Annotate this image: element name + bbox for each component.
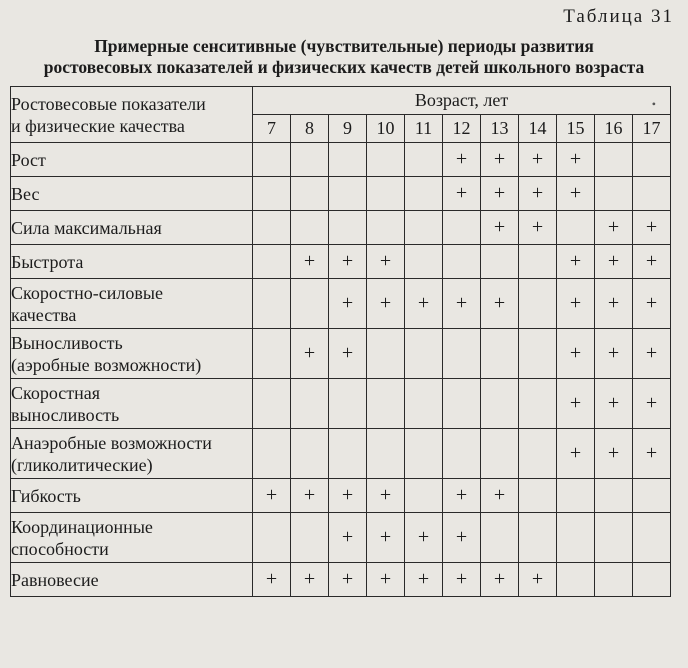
empty-cell (443, 379, 481, 429)
empty-cell (405, 329, 443, 379)
plus-mark-cell: + (595, 211, 633, 245)
row-label-line: Равновесие (11, 569, 99, 590)
plus-mark-cell: + (557, 379, 595, 429)
table-row (11, 211, 671, 245)
empty-cell (557, 211, 595, 245)
plus-mark-cell: + (633, 329, 671, 379)
row-label (11, 379, 253, 429)
plus-mark-cell: + (481, 143, 519, 177)
row-label (11, 245, 253, 279)
empty-cell (291, 429, 329, 479)
row-label (11, 329, 253, 379)
empty-cell (253, 513, 291, 563)
empty-cell (481, 329, 519, 379)
plus-mark-cell: + (405, 563, 443, 597)
table-row (11, 379, 671, 429)
row-label-line: Координационные (11, 516, 153, 537)
caption-line-1: Примерные сенситивные (чувствительные) периоды развития (94, 36, 594, 56)
age-title: Возраст, лет (253, 87, 671, 115)
empty-cell (633, 177, 671, 211)
plus-mark-cell: + (405, 513, 443, 563)
plus-mark-cell: + (367, 245, 405, 279)
empty-cell (443, 245, 481, 279)
plus-mark-cell: + (633, 211, 671, 245)
empty-cell (595, 143, 633, 177)
table-row (11, 563, 671, 597)
empty-cell (291, 177, 329, 211)
plus-mark-cell: + (557, 143, 595, 177)
empty-cell (253, 143, 291, 177)
plus-mark-cell: + (329, 245, 367, 279)
plus-mark-cell: + (557, 245, 595, 279)
plus-mark-cell: + (481, 563, 519, 597)
empty-cell (291, 211, 329, 245)
row-label (11, 177, 253, 211)
plus-mark-cell: + (595, 329, 633, 379)
empty-cell (519, 513, 557, 563)
empty-cell (291, 143, 329, 177)
empty-cell (633, 479, 671, 513)
plus-mark-cell: + (367, 279, 405, 329)
plus-mark-cell: + (557, 279, 595, 329)
empty-cell (405, 177, 443, 211)
empty-cell (405, 479, 443, 513)
age-header-10: 10 (367, 115, 405, 143)
empty-cell (367, 429, 405, 479)
age-header-14: 14 (519, 115, 557, 143)
empty-cell (405, 245, 443, 279)
plus-mark-cell: + (633, 429, 671, 479)
header-row (11, 87, 671, 115)
row-label (11, 563, 253, 597)
empty-cell (633, 143, 671, 177)
empty-cell (329, 379, 367, 429)
plus-mark-cell: + (595, 379, 633, 429)
plus-mark-cell: + (481, 177, 519, 211)
row-label-line: Выносливость (11, 332, 123, 353)
table-row (11, 429, 671, 479)
plus-mark-cell: + (519, 177, 557, 211)
row-label-line: Скоростно-силовые (11, 282, 163, 303)
row-label-line: (аэробные возможности) (11, 354, 202, 375)
empty-cell (367, 211, 405, 245)
empty-cell (253, 279, 291, 329)
plus-mark-cell: + (557, 177, 595, 211)
plus-mark-cell: + (519, 211, 557, 245)
plus-mark-cell: + (405, 279, 443, 329)
empty-cell (367, 329, 405, 379)
row-label-header (11, 87, 253, 143)
age-header-13: 13 (481, 115, 519, 143)
row-label (11, 279, 253, 329)
empty-cell (519, 379, 557, 429)
empty-cell (595, 177, 633, 211)
plus-mark-cell: + (291, 479, 329, 513)
empty-cell (595, 479, 633, 513)
empty-cell (329, 143, 367, 177)
row-label (11, 513, 253, 563)
plus-mark-cell: + (253, 479, 291, 513)
empty-cell (367, 177, 405, 211)
empty-cell (557, 563, 595, 597)
plus-mark-cell: + (443, 479, 481, 513)
row-label-line: Быстрота (11, 251, 84, 272)
plus-mark-cell: + (595, 279, 633, 329)
plus-mark-cell: + (367, 563, 405, 597)
table-row (11, 143, 671, 177)
plus-mark-cell: + (329, 563, 367, 597)
empty-cell (519, 245, 557, 279)
empty-cell (291, 279, 329, 329)
table-caption (0, 36, 688, 78)
age-header-16: 16 (595, 115, 633, 143)
empty-cell (405, 143, 443, 177)
row-label-line: Скоростная (11, 382, 101, 403)
empty-cell (405, 429, 443, 479)
plus-mark-cell: + (633, 379, 671, 429)
plus-mark-cell: + (481, 279, 519, 329)
table-row (11, 479, 671, 513)
empty-cell (253, 245, 291, 279)
empty-cell (633, 513, 671, 563)
row-label (11, 479, 253, 513)
age-header-8: 8 (291, 115, 329, 143)
empty-cell (633, 563, 671, 597)
plus-mark-cell: + (443, 513, 481, 563)
empty-cell (519, 429, 557, 479)
empty-cell (557, 513, 595, 563)
plus-mark-cell: + (519, 143, 557, 177)
plus-mark-cell: + (633, 245, 671, 279)
plus-mark-cell: + (443, 279, 481, 329)
table-body (11, 87, 671, 597)
row-label-header-line-1: Ростовесовые показатели (11, 93, 206, 114)
age-header-11: 11 (405, 115, 443, 143)
empty-cell (557, 479, 595, 513)
empty-cell (595, 513, 633, 563)
plus-mark-cell: + (443, 177, 481, 211)
empty-cell (595, 563, 633, 597)
empty-cell (253, 177, 291, 211)
plus-mark-cell: + (557, 429, 595, 479)
plus-mark-cell: + (367, 513, 405, 563)
plus-mark-cell: + (367, 479, 405, 513)
plus-mark-cell: + (291, 563, 329, 597)
empty-cell (443, 211, 481, 245)
row-label (11, 143, 253, 177)
plus-mark-cell: + (291, 329, 329, 379)
table-row (11, 245, 671, 279)
age-header-15: 15 (557, 115, 595, 143)
plus-mark-cell: + (329, 513, 367, 563)
sensitive-periods-table (10, 86, 671, 597)
age-header-17: 17 (633, 115, 671, 143)
row-label-line: выносливость (11, 404, 120, 425)
row-label-line: способности (11, 538, 109, 559)
empty-cell (329, 211, 367, 245)
plus-mark-cell: + (481, 211, 519, 245)
table-number: Таблица 31 (563, 6, 674, 27)
empty-cell (481, 379, 519, 429)
empty-cell (481, 429, 519, 479)
empty-cell (329, 429, 367, 479)
empty-cell (405, 211, 443, 245)
row-label-header-line-2: и физические качества (11, 115, 185, 136)
plus-mark-cell: + (253, 563, 291, 597)
plus-mark-cell: + (329, 479, 367, 513)
plus-mark-cell: + (329, 279, 367, 329)
plus-mark-cell: + (443, 143, 481, 177)
plus-mark-cell: + (519, 563, 557, 597)
empty-cell (329, 177, 367, 211)
row-label-line: качества (11, 304, 77, 325)
row-label-line: Вес (11, 183, 40, 204)
row-label (11, 429, 253, 479)
empty-cell (291, 379, 329, 429)
row-label-line: (гликолитические) (11, 454, 153, 475)
table-row (11, 279, 671, 329)
row-label-line: Рост (11, 149, 46, 170)
plus-mark-cell: + (291, 245, 329, 279)
plus-mark-cell: + (595, 245, 633, 279)
plus-mark-cell: + (557, 329, 595, 379)
plus-mark-cell: + (329, 329, 367, 379)
empty-cell (481, 513, 519, 563)
caption-line-2: ростовесовых показателей и физических качеств детей школьного возраста (43, 57, 645, 77)
plus-mark-cell: + (481, 479, 519, 513)
row-label-line: Сила максимальная (11, 217, 162, 238)
empty-cell (405, 379, 443, 429)
plus-mark-cell: + (633, 279, 671, 329)
plus-mark-cell: + (595, 429, 633, 479)
empty-cell (443, 429, 481, 479)
empty-cell (519, 279, 557, 329)
empty-cell (443, 329, 481, 379)
age-header-7: 7 (253, 115, 291, 143)
empty-cell (253, 329, 291, 379)
empty-cell (253, 211, 291, 245)
age-header-12: 12 (443, 115, 481, 143)
empty-cell (253, 379, 291, 429)
empty-cell (253, 429, 291, 479)
row-label-line: Гибкость (11, 485, 81, 506)
age-header-9: 9 (329, 115, 367, 143)
empty-cell (367, 379, 405, 429)
table-row (11, 513, 671, 563)
table-row (11, 177, 671, 211)
empty-cell (519, 329, 557, 379)
print-artifact-mark: • (651, 97, 656, 111)
empty-cell (367, 143, 405, 177)
empty-cell (519, 479, 557, 513)
empty-cell (291, 513, 329, 563)
row-label (11, 211, 253, 245)
row-label-line: Анаэробные возможности (11, 432, 212, 453)
empty-cell (481, 245, 519, 279)
plus-mark-cell: + (443, 563, 481, 597)
table-row (11, 329, 671, 379)
